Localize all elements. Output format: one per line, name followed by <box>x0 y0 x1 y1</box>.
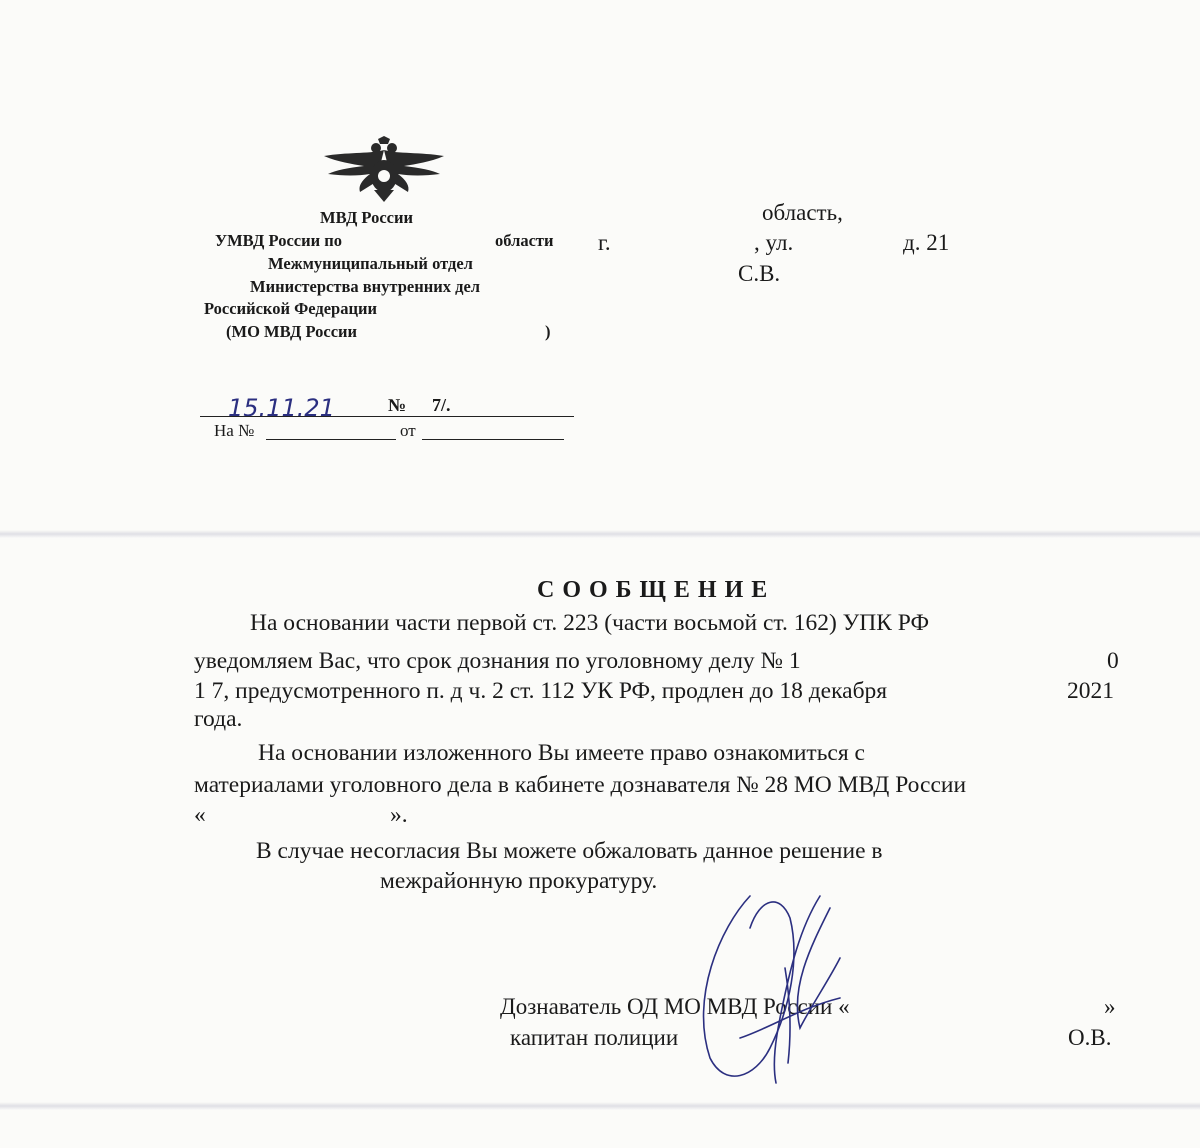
header-department-prefix: УМВД России по <box>215 231 342 250</box>
body-p1-line3-end: 2021 <box>1067 678 1114 704</box>
header-department-region: области <box>495 231 554 250</box>
body-p2-line1: На основании изложенного Вы имеете право ознакомиться с <box>258 740 865 766</box>
reference-from-label: от <box>400 421 416 440</box>
document-title: СООБЩЕНИЕ <box>537 577 776 603</box>
signer-rank: капитан полиции <box>510 1025 679 1050</box>
header-line4: Министерства внутренних дел <box>250 277 481 296</box>
paper-fold <box>0 1102 1200 1110</box>
body-p2-line2: материалами уголовного дела в кабинете дознавателя № 28 МО МВД России <box>194 772 967 798</box>
body-p3-line1: В случае несогласия Вы можете обжаловать данное решение в <box>256 838 883 864</box>
address-house: д. 21 <box>903 230 950 255</box>
outgoing-number-label: № <box>388 395 407 415</box>
body-p1-line1: На основании части первой ст. 223 (части восьмой ст. 162) УПК РФ <box>250 610 930 636</box>
outgoing-number: 7/. <box>432 395 451 415</box>
body-p1-line3: 1 7, предусмотренного п. д ч. 2 ст. 112 УК РФ, продлен до 18 декабря <box>194 678 888 704</box>
body-p2-line3-close: ». <box>390 802 408 828</box>
header-line5: Российской Федерации <box>204 299 377 318</box>
paper-fold <box>0 530 1200 538</box>
body-p1-line2: уведомляем Вас, что срок дознания по уголовному делу № 1 <box>194 648 801 674</box>
reference-date-line <box>422 439 564 440</box>
body-p1-line4: года. <box>194 706 243 732</box>
outgoing-underline <box>200 416 574 417</box>
reference-label: На № <box>214 421 255 440</box>
signer-position-close: » <box>1104 994 1116 1019</box>
address-recipient: С.В. <box>738 261 781 286</box>
handwritten-signature <box>680 888 880 1088</box>
body-p3-line2: межрайонную прокуратуру. <box>380 868 658 894</box>
signer-position: Дознаватель ОД МО МВД России « <box>500 994 850 1019</box>
header-line3: Межмуниципальный отдел <box>268 254 473 273</box>
header-ministry: МВД России <box>320 208 414 227</box>
header-line6-open: (МО МВД России <box>226 322 358 341</box>
address-region: область, <box>762 200 843 225</box>
eagle-emblem-icon <box>318 136 450 208</box>
signer-name: О.В. <box>1068 1025 1112 1050</box>
header-line6-close: ) <box>545 322 551 341</box>
body-p1-line2-end: 0 <box>1107 648 1119 674</box>
outgoing-date: 15.11.21 <box>228 394 335 422</box>
address-street: , ул. <box>754 230 794 255</box>
body-p2-line3-open: « <box>194 802 206 828</box>
reference-number-line <box>266 439 396 440</box>
address-city: г. <box>598 230 611 255</box>
